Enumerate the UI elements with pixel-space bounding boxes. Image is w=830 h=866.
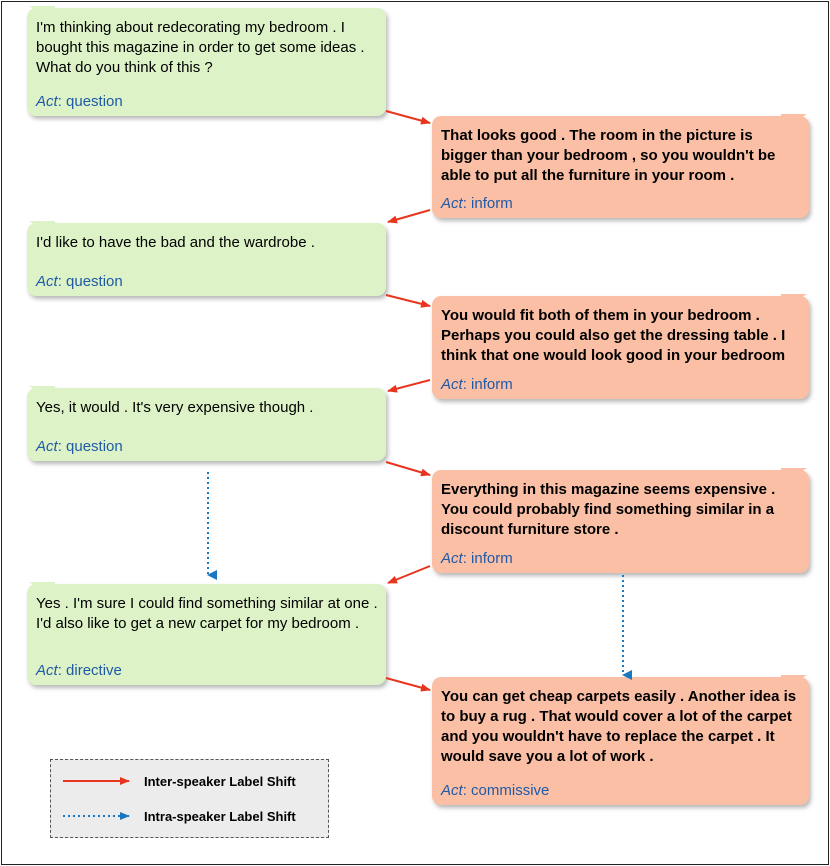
legend <box>50 759 329 838</box>
turn-text: I'd like to have the bad and the wardrobe . <box>36 234 315 251</box>
act-tag: Act: inform <box>441 376 513 393</box>
act-tag: Act: question <box>36 93 123 110</box>
legend-arrows <box>51 760 141 839</box>
turn-text: I'm thinking about redecorating my bedroom . I bought this magazine in order to get some ideas . What do you think of this ? <box>36 19 365 76</box>
inter-shift-arrow-3-4 <box>386 295 430 306</box>
act-value: inform <box>471 195 513 212</box>
turn-text: You can get cheap carpets easily . Another idea is to buy a rug . That would cover a lot of the carpet and you wouldn't have to replace the carpet . It would save you a lot of work . <box>441 688 797 765</box>
turn-text: That looks good . The room in the picture is bigger than your bedroom , so you wouldn't be able to put all the furniture in your room . <box>441 127 776 184</box>
act-value: directive <box>66 662 122 679</box>
turn-text: Yes, it would . It's very expensive though . <box>36 399 314 416</box>
act-tag: Act: commissive <box>441 782 550 799</box>
inter-shift-arrow-2-3 <box>388 210 430 222</box>
act-value: inform <box>471 376 513 393</box>
legend-inter-label: Inter-speaker Label Shift <box>144 774 296 789</box>
turn-text: Everything in this magazine seems expensive . You could probably find something similar in a discount furniture store . <box>441 481 776 538</box>
act-tag: Act: question <box>36 273 123 290</box>
act-value: question <box>66 93 123 110</box>
act-tag: Act: inform <box>441 550 513 567</box>
turn-text: Yes . I'm sure I could find something similar at one . I'd also like to get a new carpet for my bedroom . <box>36 595 378 632</box>
turn-text: You would fit both of them in your bedroom . Perhaps you could also get the dressing table . I think that one would look good in your bedroom <box>441 307 786 364</box>
legend-intra-label: Intra-speaker Label Shift <box>144 809 296 824</box>
act-value: commissive <box>471 782 550 799</box>
inter-shift-arrow-7-8 <box>386 678 430 690</box>
act-tag: Act: inform <box>441 195 513 212</box>
act-tag: Act: question <box>36 438 123 455</box>
inter-shift-arrow-5-6 <box>386 462 430 475</box>
inter-shift-arrow-6-7 <box>388 566 430 583</box>
act-value: inform <box>471 550 513 567</box>
inter-shift-arrow-4-5 <box>388 380 430 391</box>
act-tag: Act: directive <box>36 662 122 679</box>
inter-shift-arrow-1-2 <box>386 111 430 123</box>
act-value: question <box>66 273 123 290</box>
act-value: question <box>66 438 123 455</box>
